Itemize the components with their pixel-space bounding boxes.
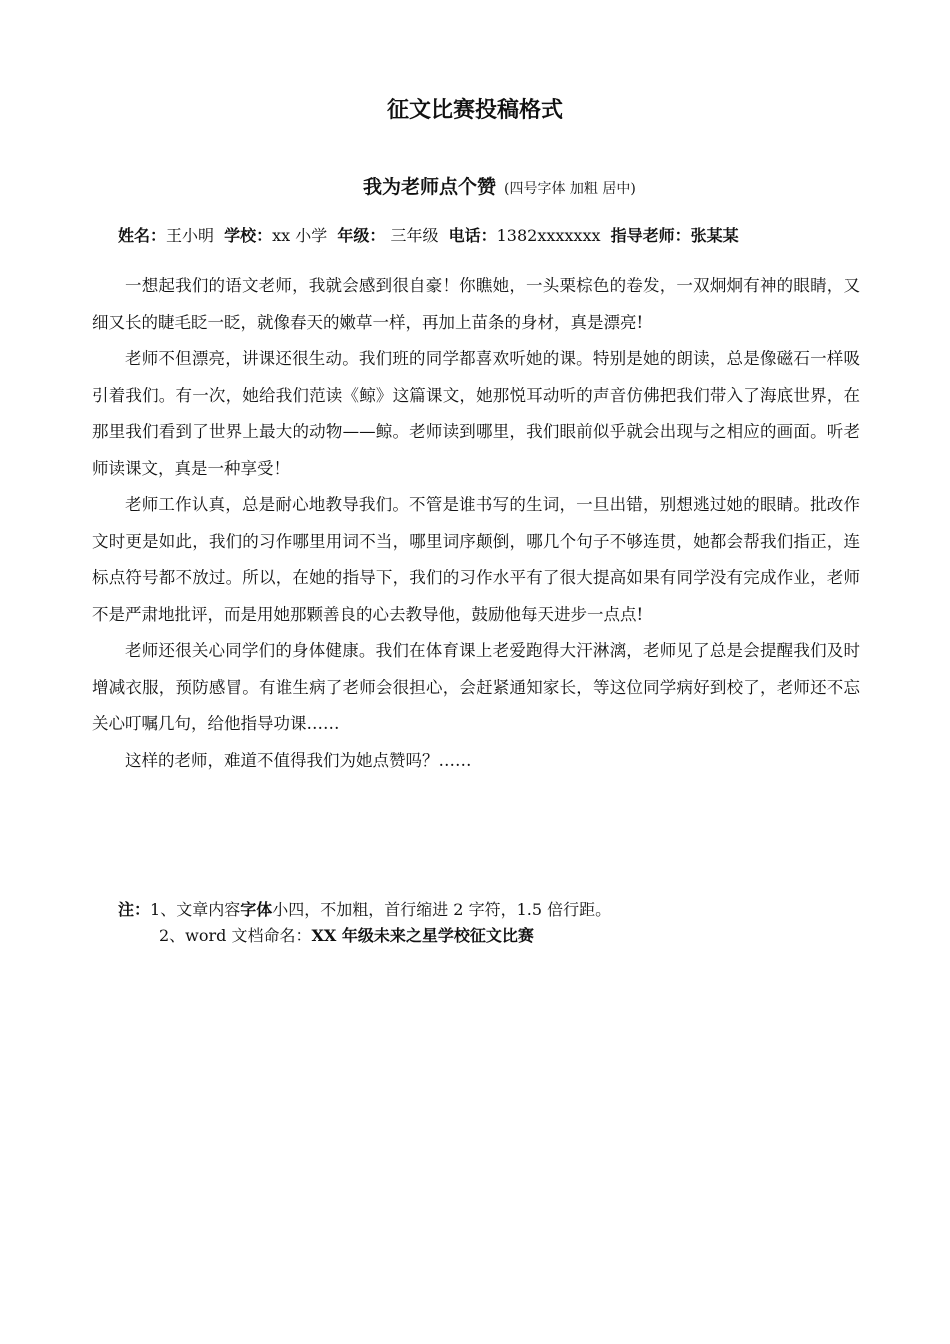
note-1-bold-text: 字体 [240, 900, 273, 919]
note-1-text-a: 1、文章内容 [150, 900, 241, 919]
phone-value: 1382xxxxxxx [496, 226, 601, 245]
essay-paragraph-4: 老师还很关心同学们的身体健康。我们在体育课上老爱跑得大汗淋漓，老师见了总是会提醒我们及时增减衣服，预防感冒。有谁生病了老师会很担心，会赶紧通知家长，等这位同学病好到校了，老师还不忘关心叮嘱几句，给他指导功课…… [92, 641, 860, 733]
author-info-line [118, 222, 739, 250]
format-note-2 [118, 923, 611, 949]
notes-label: 注： [118, 900, 151, 919]
essay-paragraph-3: 老师工作认真，总是耐心地教导我们。不管是谁书写的生词，一旦出错，别想逃过她的眼睛。批改作文时更是如此，我们的习作哪里用词不当，哪里词序颠倒，哪几个句子不够连贯，她都会帮我们指正，连标点符号都不放过。所以，在她的指导下，我们的习作水平有了很大提高如果有同学没有完成作业，老师不是严肃地批评，而是用她那颗善良的心去教导他，鼓励他每天进步一点点! [92, 495, 860, 624]
page-title: 征文比赛投稿格式 [386, 98, 563, 123]
grade-label: 年级： [337, 226, 386, 245]
name-label: 姓名： [118, 226, 167, 245]
note-1-text-b: 小四，不加粗，首行缩进 2 字符，1.5 倍行距。 [272, 900, 612, 919]
name-value: 王小明 [166, 226, 215, 245]
note-2-text-a: 2、word 文档命名： [159, 926, 312, 945]
school-value: xx 小学 [272, 226, 328, 245]
essay-paragraph-2: 老师不但漂亮，讲课还很生动。我们班的同学都喜欢听她的课。特别是她的朗读，总是像磁石一样吸引着我们。有一次，她给我们范读《鲸》这篇课文，她那悦耳动听的声音仿佛把我们带入了海底世界，在那里我们看到了世界上最大的动物——鲸。老师读到哪里，我们眼前似乎就会出现与之相应的画面。听老师读课文，真是一种享受！ [92, 349, 860, 478]
essay-paragraph-5: 这样的老师，难道不值得我们为她点赞吗？…… [125, 750, 472, 770]
essay-title-line [363, 172, 636, 204]
essay-paragraph-1: 一想起我们的语文老师，我就会感到很自豪！你瞧她，一头栗棕色的卷发，一双炯炯有神的眼睛，又细又长的睫毛眨一眨，就像春天的嫩草一样，再加上苗条的身材，真是漂亮! [92, 276, 860, 332]
grade-value: 三年级 [390, 226, 439, 245]
note-2-bold-text: XX 年级未来之星学校征文比赛 [311, 926, 534, 945]
school-label: 学校： [224, 226, 273, 245]
advisor-label: 指导老师： [610, 226, 691, 245]
essay-title-format-note: (四号字体 加粗 居中) [504, 181, 636, 197]
advisor-value: 张某某 [690, 226, 739, 245]
format-note-1 [118, 897, 611, 923]
essay-body [92, 268, 860, 779]
format-notes [118, 897, 611, 949]
essay-title: 我为老师点个赞 [363, 176, 497, 198]
phone-label: 电话： [448, 226, 497, 245]
